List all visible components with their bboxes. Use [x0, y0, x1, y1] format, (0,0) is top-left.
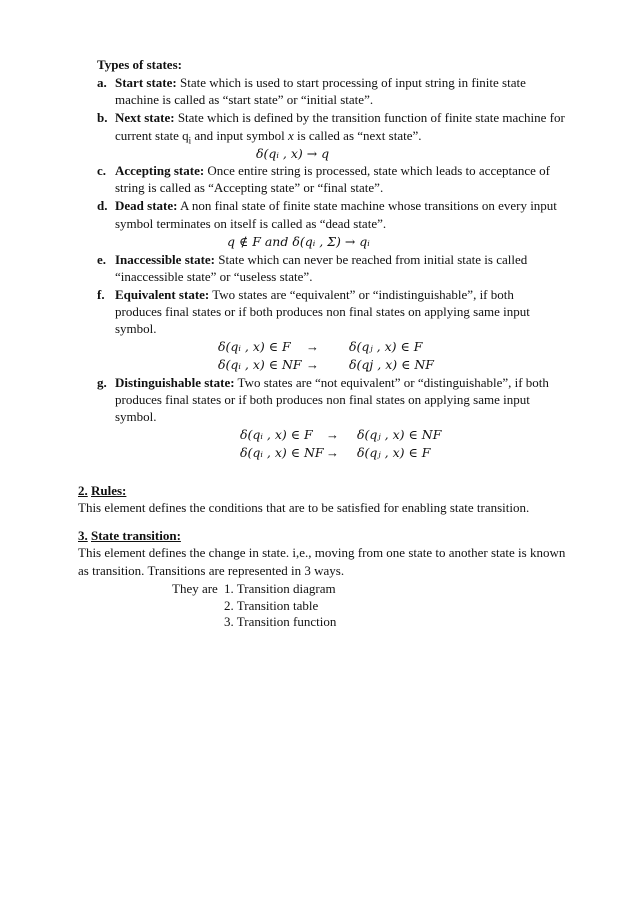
item-b-text2c: is called as “next state”.: [293, 128, 422, 143]
item-a-line1: [115, 74, 526, 91]
item-f-text1: Two states are “equivalent” or “indistinguishable”, if both: [209, 287, 514, 302]
item-f-line1: [115, 286, 514, 303]
item-e-line2: “inaccessible state” or “useless state”.: [115, 269, 313, 284]
item-b-title: Next state:: [115, 110, 175, 125]
item-b-x: x: [287, 128, 294, 143]
item-e-letter: e.: [97, 252, 107, 267]
transition-text1: This element defines the change in state. i,e., moving from one state to another state is known: [78, 545, 566, 560]
rules-num: 2.: [78, 483, 88, 498]
rules-title: Rules:: [91, 483, 127, 498]
transition-num: 3.: [78, 528, 88, 543]
item-d-line1: [115, 197, 557, 214]
item-f-letter: f.: [97, 287, 105, 302]
item-f-title: Equivalent state:: [115, 287, 210, 302]
item-g-f2-right: δ(qⱼ , x) ∈ F: [357, 445, 431, 460]
item-g-f1-right: δ(qⱼ , x) ∈ NF: [357, 427, 442, 442]
item-c-title: Accepting state:: [115, 163, 205, 178]
item-g-f2-arrow: →: [326, 445, 339, 460]
item-g-line1: [115, 374, 549, 391]
item-e-title: Inaccessible state:: [115, 252, 216, 267]
item-c-letter: c.: [97, 163, 107, 178]
item-c-line1: [115, 162, 550, 179]
item-f-line3: symbol.: [115, 321, 157, 336]
item-b-letter: b.: [97, 110, 108, 125]
item-f-f2-left: δ(qᵢ , x) ∈ NF: [218, 357, 302, 372]
transition-they-are: They are: [172, 581, 218, 596]
item-g-f2-left: δ(qᵢ , x) ∈ NF: [240, 445, 324, 460]
item-b-text1: State which is defined by the transition function of finite state machine for: [174, 110, 565, 125]
item-f-f1-arrow: →: [306, 339, 319, 354]
item-f-line2: produces final states or if both produces non final states on applying same input: [115, 304, 530, 319]
rules-heading: [78, 482, 126, 499]
item-a-line2: machine is called as “start state” or “initial state”.: [115, 92, 374, 107]
transition-title: State transition:: [91, 528, 181, 543]
item-b-text2a: current state q: [115, 128, 189, 143]
item-d-text1: A non final state of finite state machine whose transitions on every input: [177, 198, 557, 213]
item-f-f2-arrow: →: [306, 357, 319, 372]
transition-way-2: 2. Transition table: [224, 598, 319, 613]
item-f-f1-left: δ(qᵢ , x) ∈ F: [218, 339, 291, 354]
item-g-title: Distinguishable state:: [115, 375, 235, 390]
transition-heading: [78, 527, 181, 544]
transition-way-1: 1. Transition diagram: [224, 581, 336, 596]
item-f-f2-right: δ(qj , x) ∈ NF: [349, 357, 434, 372]
item-a-letter: a.: [97, 75, 107, 90]
item-e-line1: [115, 251, 560, 268]
item-d-letter: d.: [97, 198, 108, 213]
item-b-formula: δ(qᵢ , x) → q: [256, 146, 330, 161]
types-heading: Types of states:: [97, 57, 182, 72]
item-b-line1: [115, 109, 565, 126]
item-g-f1-left: δ(qᵢ , x) ∈ F: [240, 427, 313, 442]
rules-text: This element defines the conditions that are to be satisfied for enabling state transition.: [78, 500, 530, 515]
item-c-line2: string is called as “Accepting state” or “final state”.: [115, 180, 384, 195]
item-f-f1-right: δ(qⱼ , x) ∈ F: [349, 339, 423, 354]
item-a-title: Start state:: [115, 75, 177, 90]
item-d-line2: symbol terminates on itself is called as “dead state”.: [115, 216, 387, 231]
item-b-text2b: and input symbol: [191, 128, 288, 143]
transition-text2: as transition. Transitions are represented in 3 ways.: [78, 563, 345, 578]
item-d-formula: q ∉ F and δ(qᵢ , Σ) → qᵢ: [227, 234, 370, 249]
item-g-f1-arrow: →: [326, 427, 339, 442]
transition-way-3: 3. Transition function: [224, 614, 337, 629]
item-e-text1: State which can never be reached from initial state is called: [215, 252, 528, 267]
item-g-line2: produces final states or if both produces non final states on applying same input: [115, 392, 530, 407]
item-a-text1: State which is used to start processing of input string in finite state: [176, 75, 526, 90]
item-b-sub: i: [188, 135, 192, 146]
item-g-letter: g.: [97, 375, 107, 390]
item-g-text1: Two states are “not equivalent” or “distinguishable”, if both: [234, 375, 549, 390]
item-c-text1: Once entire string is processed, state which leads to acceptance of: [204, 163, 550, 178]
item-g-line3: symbol.: [115, 409, 157, 424]
item-d-title: Dead state:: [115, 198, 178, 213]
